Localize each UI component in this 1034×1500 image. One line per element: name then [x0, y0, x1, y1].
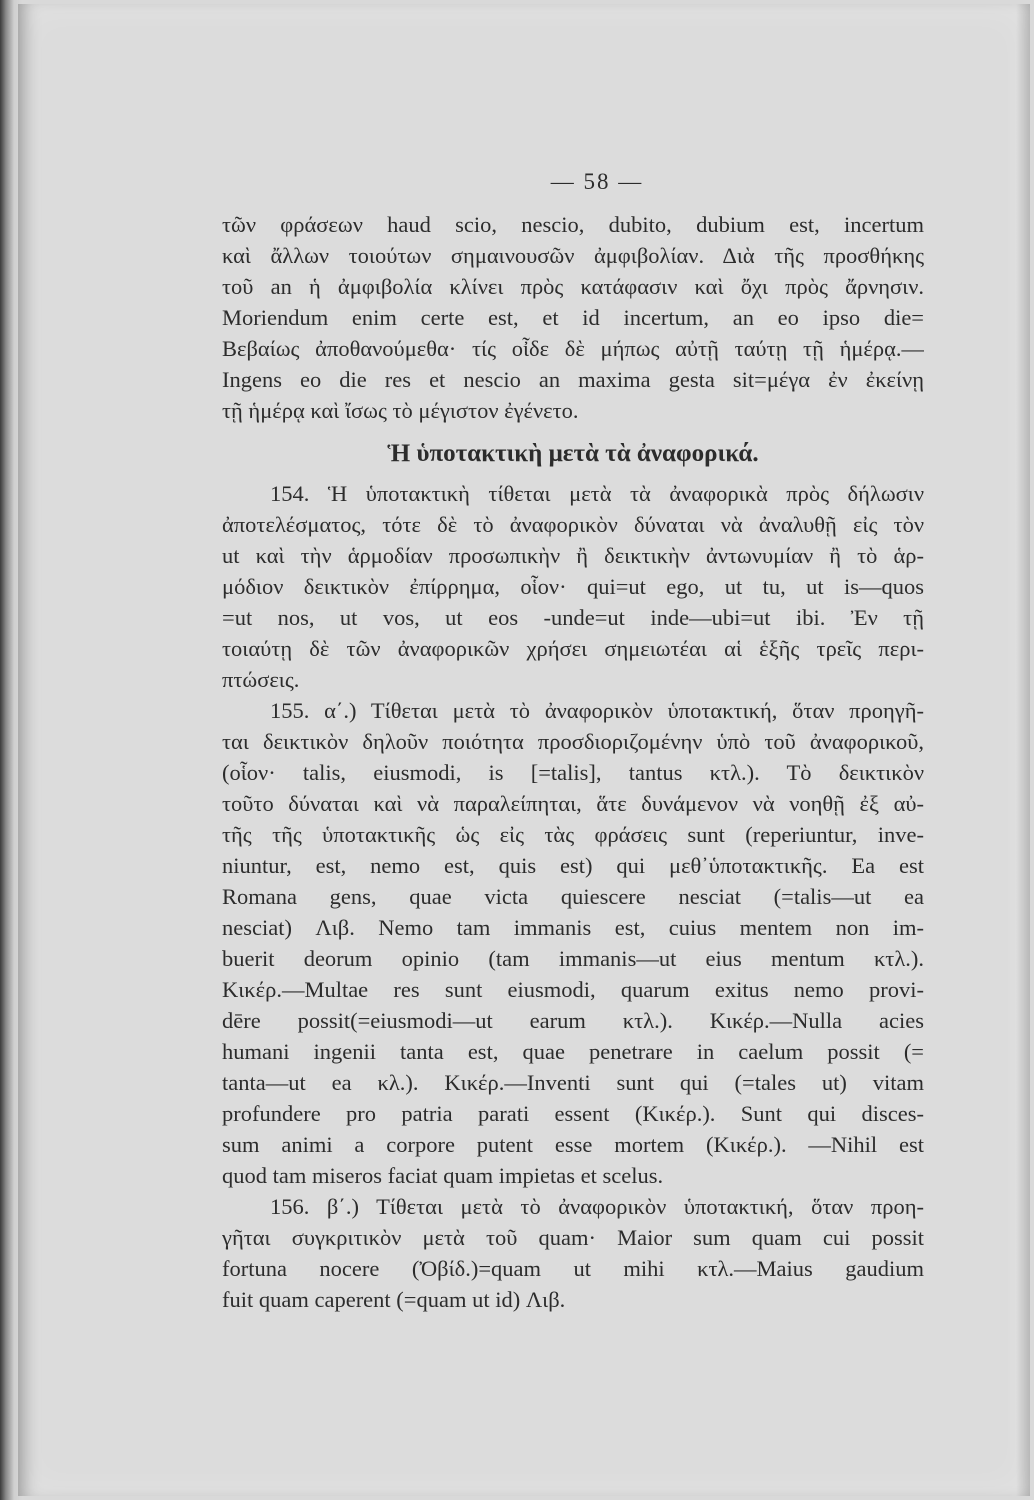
- text-line: τῶν φράσεων haud scio, nescio, dubito, dubium est, incertum: [222, 212, 924, 237]
- text-line: Romana gens, quae victa quiescere nesciat (=talis—ut ea: [222, 884, 924, 909]
- text-line: quod tam miseros faciat quam impietas et scelus.: [222, 1163, 664, 1188]
- paragraph-intro: [222, 209, 924, 426]
- page-number: — 58 —: [550, 169, 644, 194]
- paragraph-154: [222, 478, 924, 695]
- paragraph-155: [222, 695, 924, 1191]
- text-line: Βεβαίως ἀποθανούμεθα· τίς οἶδε δὲ μήπως αὐτῇ ταύτῃ τῇ ἡμέρᾳ.—: [222, 336, 924, 361]
- text-line: πτώσεις.: [222, 667, 300, 692]
- text-line: μόδιον δεικτικὸν ἐπίρρημα, οἷον· qui=ut ego, ut tu, ut is—quos: [222, 574, 924, 599]
- text-line: profundere pro patria parati essent (Κικέρ.). Sunt qui disces-: [222, 1101, 924, 1126]
- text-line: fuit quam caperent (=quam ut id) Λιβ.: [222, 1287, 566, 1312]
- text-line: niuntur, est, nemo est, quis est) qui μεθ᾽ὑποτακτικῆς. Ea est: [222, 853, 924, 878]
- text-line: tanta—ut ea κλ.). Κικέρ.—Inventi sunt qui (=tales ut) vitam: [222, 1070, 924, 1095]
- text-line: ἀποτελέσματος, τότε δὲ τὸ ἀναφορικὸν δύναται νὰ ἀναλυθῇ εἰς τὸν: [222, 512, 924, 537]
- text-line: (οἷον· talis, eiusmodi, is [=talis], tantus κτλ.). Τὸ δεικτικὸν: [222, 760, 924, 785]
- text-line: ται δεικτικὸν δηλοῦν ποιότητα προσδιοριζομένην ὑπὸ τοῦ ἀναφορικοῦ,: [222, 729, 924, 754]
- text-line: τοῦτο δύναται καὶ νὰ παραλείπηται, ἅτε δυνάμενον νὰ νοηθῇ ἐξ αὐ-: [222, 791, 924, 816]
- text-line: 154. Ἡ ὑποτακτικὴ τίθεται μετὰ τὰ ἀναφορικὰ πρὸς δήλωσιν: [270, 481, 924, 506]
- text-line: Ingens eo die res et nescio an maxima gesta sit=μέγα ἐν ἐκείνῃ: [222, 367, 924, 392]
- text-line: ut καὶ τὴν ἁρμοδίαν προσωπικὴν ἢ δεικτικὴν ἀντωνυμίαν ἢ τὸ ἁρ-: [222, 543, 924, 568]
- section-heading: Ἡ ὑποτακτικὴ μετὰ τὰ ἀναφορικά.: [387, 440, 759, 467]
- text-line: humani ingenii tanta est, quae penetrare in caelum possit (=: [222, 1039, 924, 1064]
- text-line: καὶ ἄλλων τοιούτων σημαινουσῶν ἀμφιβολίαν. Διὰ τῆς προσθήκης: [222, 243, 924, 268]
- text-line: Κικέρ.—Multae res sunt eiusmodi, quarum exitus nemo provi-: [222, 977, 924, 1002]
- text-line: Moriendum enim certe est, et id incertum, an eo ipso die=: [222, 305, 924, 330]
- text-line: sum animi a corpore putent esse mortem (Κικέρ.). —Nihil est: [222, 1132, 924, 1157]
- text-line: τοῦ an ἡ ἀμφιβολία κλίνει πρὸς κατάφασιν καὶ ὄχι πρὸς ἄρνησιν.: [222, 274, 924, 299]
- text-line: =ut nos, ut vos, ut eos -unde=ut inde—ubi=ut ibi. Ἐν τῇ: [222, 605, 924, 630]
- text-line: nesciat) Λιβ. Nemo tam immanis est, cuius mentem non im-: [222, 915, 924, 940]
- text-line: dēre possit(=eiusmodi—ut earum κτλ.). Κικέρ.—Nulla acies: [222, 1008, 924, 1033]
- text-line: 156. β΄.) Τίθεται μετὰ τὸ ἀναφορικὸν ὑποτακτική, ὅταν προη-: [270, 1194, 924, 1219]
- text-line: τῇ ἡμέρᾳ καὶ ἴσως τὸ μέγιστον ἐγένετο.: [222, 398, 579, 423]
- text-line: fortuna nocere (Ὀβίδ.)=quam ut mihi κτλ.—Maius gaudium: [222, 1256, 924, 1281]
- text-line: γῆται συγκριτικὸν μετὰ τοῦ quam· Maior sum quam cui possit: [222, 1225, 924, 1250]
- text-line: buerit deorum opinio (tam immanis—ut eius mentum κτλ.).: [222, 946, 924, 971]
- paragraph-156: [222, 1191, 924, 1315]
- text-line: τῆς τῆς ὑποτακτικῆς ὡς εἰς τὰς φράσεις sunt (reperiuntur, inve-: [222, 822, 924, 847]
- text-line: 155. α΄.) Τίθεται μετὰ τὸ ἀναφορικὸν ὑποτακτική, ὅταν προηγῆ-: [270, 698, 924, 723]
- book-page: [18, 4, 1030, 1496]
- page-content: [222, 169, 924, 1315]
- text-line: τοιαύτῃ δὲ τῶν ἀναφορικῶν χρήσει σημειωτέαι αἱ ἑξῆς τρεῖς περι-: [222, 636, 924, 661]
